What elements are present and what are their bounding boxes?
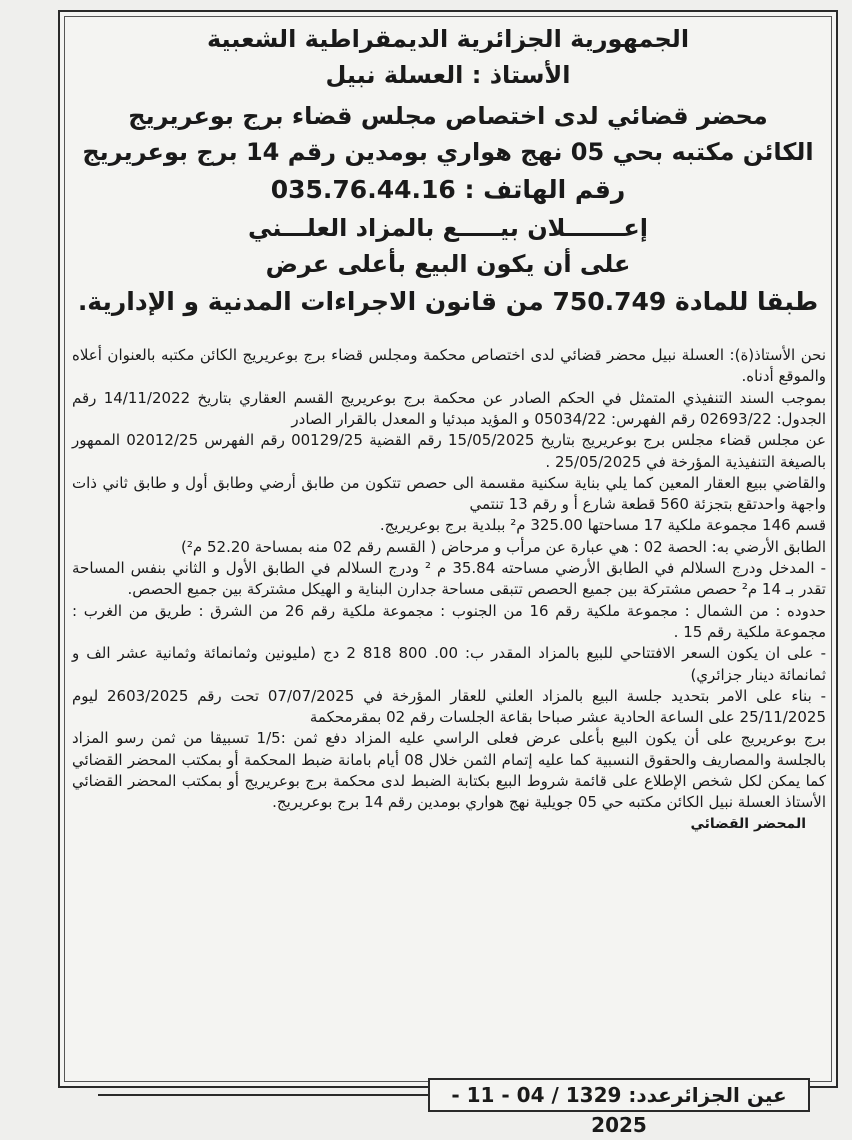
paragraph: عن مجلس قضاء مجلس برج بوعريريج بتاريخ 15/05/2025 رقم القضية 00129/25 رقم الفهرس 02012/25 الممهور بالصيغة التنفيذية المؤرخة في 25/05/2025 .: [72, 431, 826, 471]
paragraph: قسم 146 مجموعة ملكية 17 مساحتها 325.00 م² ببلدية برج بوعريريج.: [379, 516, 826, 535]
paragraph: حدوده : من الشمال : مجموعة ملكية رقم 16 من الجنوب : مجموعة ملكية رقم 26 من الشرق : طريق من الغرب : مجموعة ملكية رقم 15 .: [72, 601, 826, 641]
bailiff-name: الأستاذ : العسلة نبيل: [325, 60, 571, 89]
paragraph: برج بوعريريج على أن يكون البيع بأعلى عرض فعلى الراسي عليه المزاد دفع ثمن :1/5 تسبيقا من ثمن رسو المزاد بالجلسة والمصاريف والحقوق النسبية كما عليه إتمام الثمن خلال 08 أيام بامانة ضبط المحكمة أو بمكتب المحضر القضائي كما يمكن لكل شخص الإطلاع على قائمة شروط البيع بكتابة الضبط لدى محكمة برج بوعريريج أو بمكتب المحضر القضائي الأستاذ العسلة نبيل الكائن مكتبه حي 05 جويلية نهج هواري بومدين رقم 14 برج بوعريريج.: [72, 729, 826, 812]
signature-label: المحضر القضائي: [690, 815, 806, 832]
paragraph: نحن الأستاذ(ة): العسلة نبيل محضر قضائي لدى اختصاص محكمة ومجلس قضاء برج بوعريريج الكائن مكتبه بالعنوان أعلاه والموقع أدناه.: [72, 346, 826, 386]
paragraph: والقاضي ببيع العقار المعين كما يلي بناية سكنية مقسمة الى حصص تتكون من طابق أرضي وطابق أول و طابق ثاني ذات واجهة واحدتقع بتجزئة 560 قطعة شارع أ و رقم 13 تنتمي: [72, 473, 826, 514]
paragraph: - بناء على الامر بتحديد جلسة البيع بالمزاد العلني للعقار المؤرخة في 07/07/2025 تحت رقم 2603/2025 ليوم 25/11/2025 على الساعة الحادية عشر صباحا بقاعة الجلسات رقم 02 بمقرمحكمة: [72, 686, 826, 727]
notice-frame: [58, 10, 838, 1088]
paragraph: الطابق الأرضي به: الحصة 02 : هي عبارة عن مرأب و مرحاض ( القسم رقم 02 منه بمساحة 52.20 م²): [181, 537, 826, 556]
highest-bid-condition: على أن يكون البيع بأعلى عرض: [265, 249, 631, 278]
paragraph: - المدخل ودرج السلالم في الطابق الأرضي مساحته 35.84 م ² ودرج السلالم في الطابق الأول و الثاني بنفس المساحة تقدر بـ 14 م² حصص مشتركة بين جميع الحصص تتبقى مساحة جدارن البناية و الهيكل مشتركة بين جميع الحصص.: [72, 559, 826, 599]
paragraph: بموجب السند التنفيذي المتمثل في الحكم الصادر عن محكمة برج بوعريريج القسم العقاري بتاريخ 14/11/2022 رقم الجدول: 02693/22 رقم الفهرس: 05034/22 و المؤيد مبدئيا و المعدل بالقرار الصادر: [72, 388, 826, 428]
republic-title: الجمهورية الجزائرية الديمقراطية الشعبية: [206, 25, 690, 53]
auction-title: إعـــــــلان بيـــــع بالمزاد العلـــني: [248, 214, 648, 243]
phone-number: رقم الهاتف : 035.76.44.16: [270, 175, 626, 205]
office-address: الكائن مكتبه بحي 05 نهج هواري بومدين رقم 14 برج بوعريريج: [82, 137, 814, 166]
publication-stamp: عين الجزائرعدد: 1329 / 04 - 11 - 2025: [428, 1078, 810, 1112]
stamp-rule: [98, 1094, 428, 1096]
publication-stamp-area: [0, 1072, 852, 1137]
notice-body: [60, 345, 836, 814]
notice-header: [60, 26, 836, 317]
legal-article: طبقا للمادة 750.749 من قانون الاجراءات المدنية و الإدارية.: [77, 287, 819, 317]
paragraph: - على ان يكون السعر الافتتاحي للبيع بالمزاد المقدر ب: 00. 800 818 2 دج (مليونين وثمانمائة وثمانية عشر الف و ثمانمائة دينار جزائري): [72, 644, 826, 684]
bailiff-jurisdiction: محضر قضائي لدى اختصاص مجلس قضاء برج بوعريريج: [128, 102, 768, 131]
